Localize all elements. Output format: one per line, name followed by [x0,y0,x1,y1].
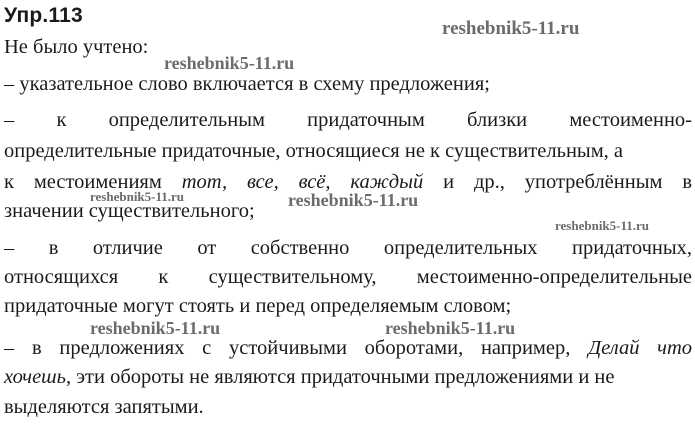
item-line-3: определительные придаточные, относящиеся не к существительным, а [4,140,624,162]
item-line-2: – к определительным придаточным близки местоименно- [4,109,692,131]
intro-text: Не было учтено: [4,36,149,58]
watermark: reshebnik5-11.ru [442,18,580,39]
item-line-7: относящихся к существительному, местоименно-определительные [4,266,692,288]
item-line-6: – в отличие от собственно определительных придаточных, [4,237,692,259]
item-line-9-text: – в предложениях с устойчивыми оборотами, например, [4,337,571,359]
item-line-11: выделяются запятыми. [4,396,204,418]
watermark: reshebnik5-11.ru [555,218,650,233]
item-line-5: значении существительного; [4,200,255,222]
watermark: reshebnik5-11.ru [164,53,295,73]
item-line-1: – указательное слово включается в схему предложения; [4,73,490,95]
item-line-8: придаточные могут стоять и перед определяемым словом; [4,295,512,317]
watermark: reshebnik5-11.ru [90,189,185,204]
item-line-4-text-b: и др., употреблённым в [443,171,693,193]
item-line-9-italic: Делай что [588,337,693,359]
watermark: reshebnik5-11.ru [288,190,419,210]
item-line-10 [4,365,692,389]
item-line-9 [4,336,692,360]
item-line-4-italic: тот, все, всё, каждый [181,171,424,193]
exercise-title: Упр.113 [4,4,83,27]
item-line-10-text: , эти обороты не являются придаточными предложениями и не [66,366,615,388]
watermark: reshebnik5-11.ru [90,318,221,338]
item-line-10-italic: хочешь [4,366,66,388]
watermark: reshebnik5-11.ru [385,318,516,338]
item-line-4-text-a: к местоимениям [4,171,162,193]
